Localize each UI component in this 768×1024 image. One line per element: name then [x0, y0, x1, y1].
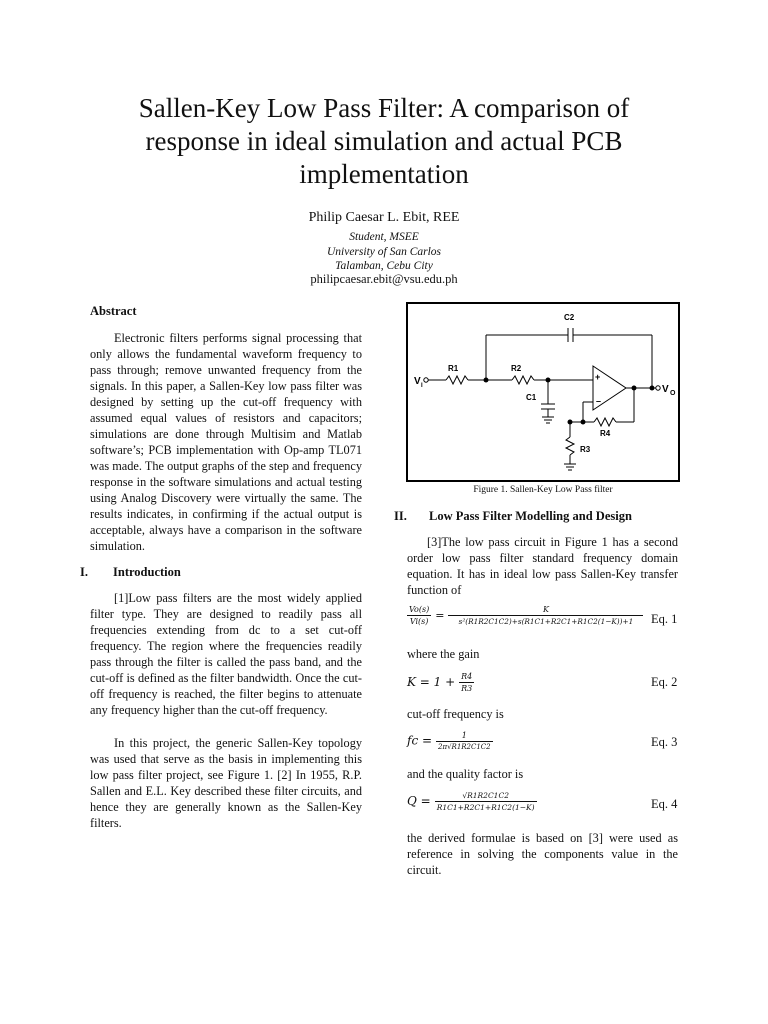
eq2-denominator: R3	[461, 684, 473, 693]
paper-title: Sallen-Key Low Pass Filter: A comparison of response in ideal simulation and actual PCB implementation	[138, 93, 630, 189]
eq4-numerator: √R1R2C1C2	[435, 791, 537, 802]
label-vo: V	[662, 384, 669, 395]
eq2-lhs: K = 1 +	[407, 675, 456, 690]
opamp-minus-sign: –	[596, 396, 602, 406]
author-name: Philip Caesar L. Ebit, REE	[308, 210, 460, 225]
abstract-heading: Abstract	[90, 304, 137, 318]
circuit-figure	[406, 302, 680, 482]
section1-paragraph-2: In this project, the generic Sallen-Key topology was used that serve as the basis in implementing this low pass filter project, see Figure 1. [2] In 1955, R.P. Sallen and E.L. Key described these filter circuits, and hence they are generally known as the Sallen-Key filters.	[90, 736, 362, 830]
eq2-numerator: R4	[461, 672, 473, 681]
label-r4: R4	[600, 429, 611, 438]
section1-paragraph-1: [1]Low pass filters are the most widely applied filter type. They are designed to readily pass all frequencies extending from dc to a set cut-off frequency. The region where the frequencies readily pass through the filter is called the pass band, and the cut-off is defined as the filter bandwidth. Once the cut-off frequency is reached, the filter begins to attenuate any frequency higher than the cut-off frequency.	[90, 591, 362, 717]
label-c2: C2	[564, 313, 575, 322]
eq2-label: Eq. 2	[651, 675, 678, 689]
figure-caption: Figure 1. Sallen-Key Low Pass filter	[473, 485, 613, 495]
section1-number: I.	[80, 565, 88, 579]
sallen-key-schematic	[408, 304, 678, 480]
label-c1: C1	[526, 393, 537, 402]
author-email: philipcaesar.ebit@vsu.edu.ph	[310, 272, 458, 286]
gain-text: where the gain	[407, 647, 480, 661]
author-role: Student, MSEE	[349, 231, 419, 243]
author-location: Talamban, Cebu City	[335, 260, 433, 272]
equation-2	[407, 672, 474, 693]
label-r3: R3	[580, 445, 591, 454]
eq1-label: Eq. 1	[651, 612, 678, 626]
eq4-lhs: Q =	[407, 794, 431, 809]
label-vi: V	[414, 376, 421, 387]
label-r1: R1	[448, 364, 459, 373]
abstract-text: Electronic filters performs signal processing that only allows the fundamental waveform frequency to pass through; remove unwanted frequency from the signals. In this paper, a Sallen-Key low pass filter was designed by setting up the cut-off frequency with assumed equal values of resistors and capacitors; simulations are done through Multisim and Matlab software’s; PCB implementation with Op-amp TL071 was made. The output graphs of the step and frequency response in the software simulations and actual testing using Analog Discovery were virtually the same. The results indicates, in confirming if the actual output is acceptable, always have a comparison in the software simulation.	[90, 331, 362, 553]
eq1-rhs-denominator: s²(R1R2C1C2)+s(R1C1+R2C1+R1C2(1−K))+1	[458, 617, 634, 626]
eq3-label: Eq. 3	[651, 735, 678, 749]
section2-paragraph-1: [3]The low pass circuit in Figure 1 has a second order low pass filter standard frequency domain equation. It has in ideal low pass Sallen-Key transfer function of	[407, 535, 678, 597]
eq1-lhs-denominator: Vi(s)	[409, 617, 429, 626]
author-university: University of San Carlos	[326, 246, 442, 258]
eq3-numerator: 1	[436, 731, 493, 742]
cutoff-text: cut-off frequency is	[407, 707, 504, 721]
section1-heading: Introduction	[113, 565, 181, 579]
label-vo-subscript: O	[670, 390, 676, 397]
section2-number: II.	[394, 509, 407, 523]
eq1-rhs-numerator: K	[448, 605, 643, 616]
eq4-label: Eq. 4	[651, 797, 678, 811]
equation-4	[407, 791, 537, 812]
equation-3	[407, 731, 493, 751]
eq4-denominator: R1C1+R2C1+R1C2(1−K)	[436, 803, 535, 812]
eq3-denominator: 2π√R1R2C1C2	[438, 743, 491, 751]
section2-heading: Low Pass Filter Modelling and Design	[429, 509, 632, 523]
eq3-lhs: fc =	[407, 733, 433, 748]
section2-closing-paragraph: the derived formulae is based on [3] were used as reference in solving the components value in the circuit.	[407, 831, 678, 877]
opamp-plus-sign: +	[595, 372, 601, 382]
eq1-equals: =	[435, 609, 445, 623]
label-vi-subscript: I	[421, 383, 423, 389]
label-r2: R2	[511, 364, 522, 373]
equation-1	[407, 605, 643, 626]
quality-factor-text: and the quality factor is	[407, 767, 524, 781]
eq1-lhs-numerator: Vo(s)	[409, 605, 430, 614]
